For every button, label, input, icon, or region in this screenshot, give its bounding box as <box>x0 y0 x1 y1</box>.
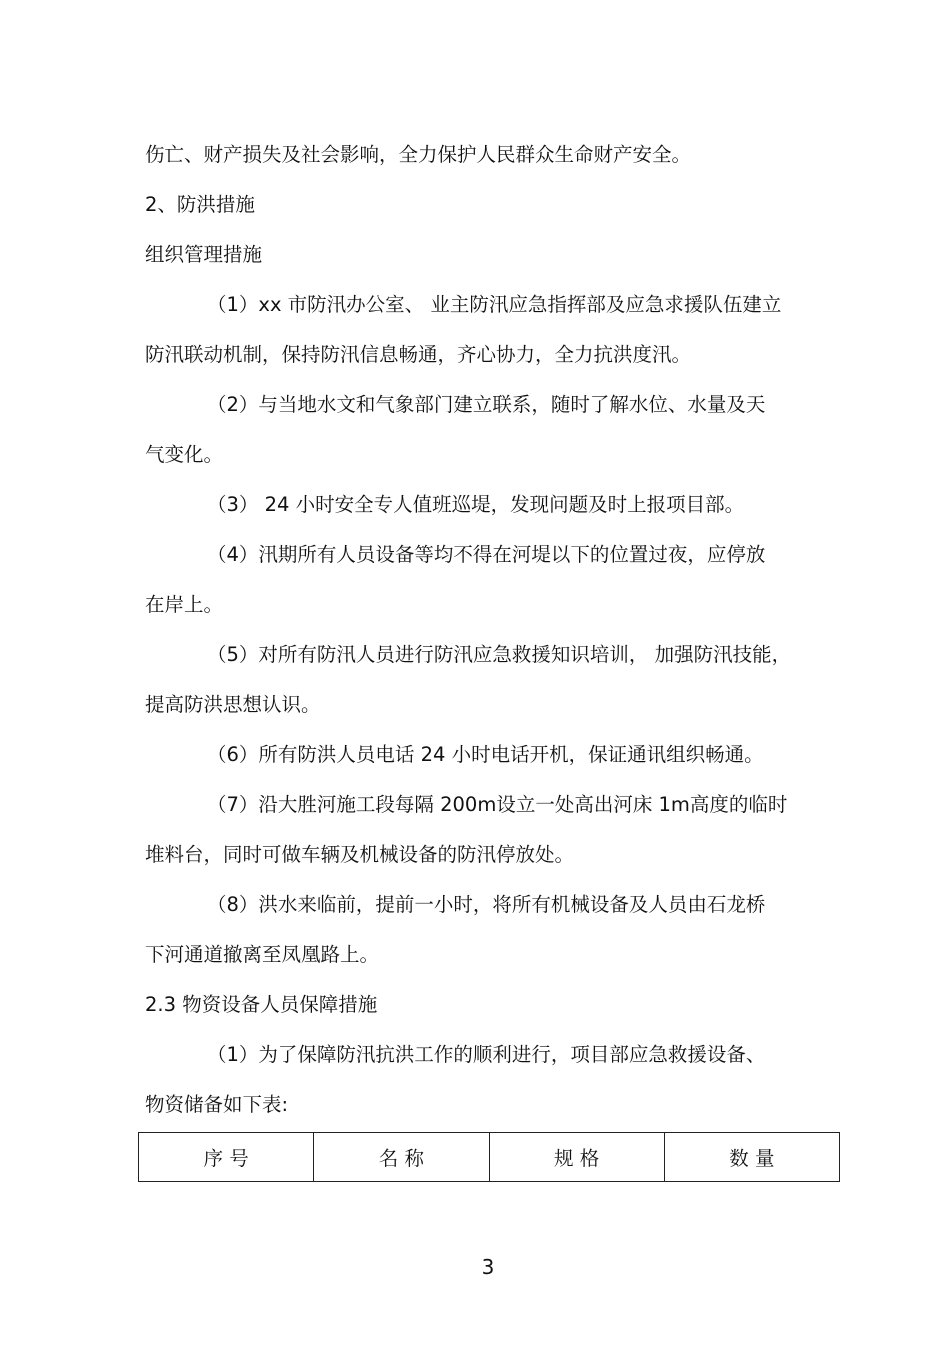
table-header-cell: 规 格 <box>489 1133 664 1182</box>
list-item-line: 防汛联动机制，保持防汛信息畅通，齐心协力，全力抗洪度汛。 <box>145 343 692 366</box>
list-item-line: 提高防洪思想认识。 <box>145 693 321 716</box>
list-item-line: 下河通道撤离至凤凰路上。 <box>145 943 380 966</box>
table-header-cell: 名 称 <box>314 1133 489 1182</box>
list-item-line: 物资储备如下表: <box>145 1093 289 1116</box>
list-item-line: （5）对所有防汛人员进行防汛应急救援知识培训， 加强防汛技能， <box>207 643 792 666</box>
list-item-line: 堆料台，同时可做车辆及机械设备的防汛停放处。 <box>145 843 575 866</box>
list-item-line: （4）汛期所有人员设备等均不得在河堤以下的位置过夜，应停放 <box>207 543 766 566</box>
table-header-row <box>139 1133 840 1182</box>
resource-table <box>138 1132 840 1182</box>
list-item-line: （6）所有防洪人员电话 24 小时电话开机，保证通讯组织畅通。 <box>207 743 764 766</box>
paragraph-continuation: 伤亡、财产损失及社会影响，全力保护人民群众生命财产安全。 <box>145 143 692 166</box>
table-header-cell: 序 号 <box>139 1133 314 1182</box>
list-item-line: （7）沿大胜河施工段每隔 200m设立一处高出河床 1m高度的临时 <box>207 793 788 816</box>
list-item-line: （8）洪水来临前，提前一小时，将所有机械设备及人员由石龙桥 <box>207 893 766 916</box>
list-item-line: （3） 24 小时安全专人值班巡堤，发现问题及时上报项目部。 <box>207 493 745 516</box>
list-item-line: 气变化。 <box>145 443 224 466</box>
list-item-line: （1）xx 市防汛办公室、 业主防汛应急指挥部及应急求援队伍建立 <box>207 293 782 316</box>
list-item-line: （1）为了保障防汛抗洪工作的顺利进行，项目部应急救援设备、 <box>207 1043 766 1066</box>
subsection-heading: 组织管理措施 <box>145 243 263 266</box>
list-item-line: （2）与当地水文和气象部门建立联系，随时了解水位、水量及天 <box>207 393 766 416</box>
subsection-heading: 2.3 物资设备人员保障措施 <box>145 993 378 1016</box>
table-header-cell: 数 量 <box>664 1133 839 1182</box>
page-number: 3 <box>481 1255 495 1279</box>
list-item-line: 在岸上。 <box>145 593 224 616</box>
section-heading: 2、防洪措施 <box>145 193 255 216</box>
